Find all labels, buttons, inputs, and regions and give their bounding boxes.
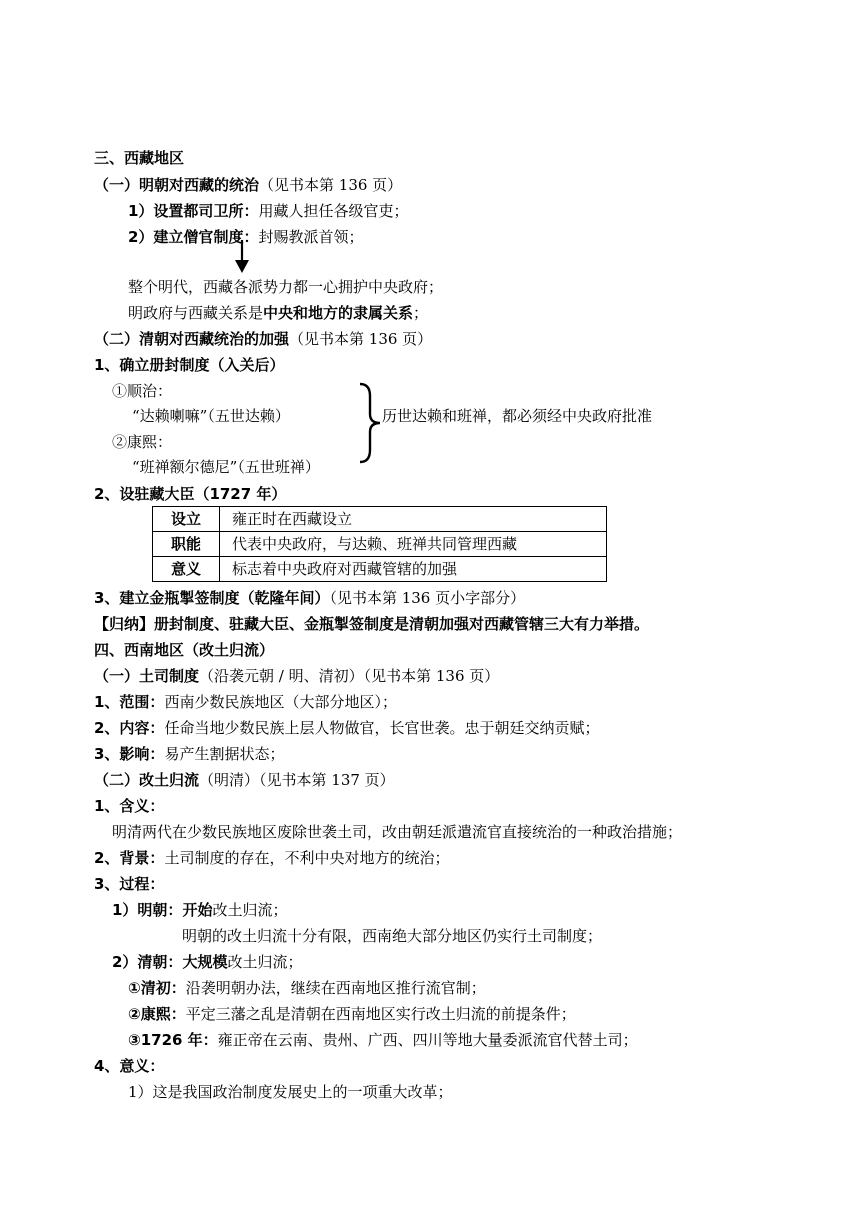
- gaitu-significance-head: 4、意义：: [94, 1057, 165, 1075]
- down-arrow-icon: [232, 240, 252, 274]
- ming-item-1: [128, 201, 408, 221]
- process-kangxi: [128, 1004, 576, 1024]
- table-cell: 代表中央政府，与达赖、班禅共同管理西藏: [220, 532, 607, 557]
- brace-note: 历世达赖和班禅，都必须经中央政府批准: [382, 407, 653, 425]
- ming-line-a: 整个明代，西藏各派势力都一心拥护中央政府；: [128, 278, 444, 296]
- table-cell: 标志着中央政府对西藏管辖的加强: [220, 557, 607, 582]
- curly-brace-icon: [356, 382, 384, 464]
- process-qing-head: 2）清朝：: [112, 953, 183, 971]
- gaitu-heading: [94, 770, 395, 790]
- ming-item-1-text: 用藏人担任各级官吏；: [258, 202, 409, 220]
- subsection-ming-title: （一）明朝对西藏的统治: [94, 176, 260, 194]
- qing-point-3: [94, 588, 525, 608]
- tusi-scope: [94, 692, 397, 712]
- ming-line-b: [128, 303, 428, 323]
- process-1726-text: 雍正帝在云南、贵州、广西、四川等地大量委派流官代替土司；: [217, 1031, 638, 1049]
- process-qing-text: 改土归流；: [227, 953, 303, 971]
- table-row-header: 设立: [153, 507, 220, 532]
- summary-line: 【归纳】册封制度、驻藏大臣、金瓶掣签制度是清朝加强对西藏管辖三大有力举措。: [94, 615, 650, 633]
- process-ming-note: 明朝的改土归流十分有限，西南绝大部分地区仍实行土司制度；: [182, 927, 603, 945]
- qing-point-3-ref: （见书本第 136 页小字部分）: [329, 589, 526, 607]
- gaitu-significance-1: 1）这是我国政治制度发展史上的一项重大改革；: [128, 1083, 453, 1101]
- process-kangxi-head: ②康熙：: [128, 1005, 186, 1023]
- gaitu-background-head: 2、背景：: [94, 849, 165, 867]
- process-ming-bold: 开始: [182, 901, 213, 919]
- gaitu-background-text: 土司制度的存在，不利中央对地方的统治；: [164, 849, 450, 867]
- tusi-impact-text: 易产生割据状态；: [164, 745, 285, 763]
- subsection-qing-title: （二）清朝对西藏统治的加强: [94, 330, 290, 348]
- tusi-ref: （沿袭元朝 / 明、清初）（见书本第 136 页）: [199, 667, 500, 685]
- subsection-ming-heading: [94, 175, 402, 195]
- tusi-impact-head: 3、影响：: [94, 745, 165, 763]
- tusi-impact: [94, 744, 284, 764]
- process-ming: [112, 900, 287, 920]
- gaitu-meaning-head: 1、含义：: [94, 797, 165, 815]
- kangxi-label: ②康熙：: [112, 433, 173, 451]
- subsection-qing-heading: [94, 329, 432, 349]
- process-ming-text: 改土归流；: [212, 901, 288, 919]
- section-title-tibet: 三、西藏地区: [94, 149, 185, 167]
- table-row-header: 职能: [153, 532, 220, 557]
- table-row: [153, 507, 607, 532]
- process-1726-head: ③1726 年：: [128, 1031, 218, 1049]
- table-row-header: 意义: [153, 557, 220, 582]
- qing-point-3-head: 3、建立金瓶掣签制度（乾隆年间）: [94, 589, 330, 607]
- tusi-scope-head: 1、范围：: [94, 693, 165, 711]
- qing-point-2: 2、设驻藏大臣（1727 年）: [94, 485, 287, 503]
- tusi-title: （一）土司制度: [94, 667, 200, 685]
- gaitu-ref: （明清）（见书本第 137 页）: [199, 771, 395, 789]
- tusi-content-head: 2、内容：: [94, 719, 165, 737]
- gaitu-background: [94, 848, 449, 868]
- subsection-qing-ref: （见书本第 136 页）: [289, 330, 433, 348]
- table-row: [153, 532, 607, 557]
- table-row: [153, 557, 607, 582]
- dalai-title: “达赖喇嘛”（五世达赖）: [132, 407, 290, 425]
- gaitu-title: （二）改土归流: [94, 771, 200, 789]
- process-kangxi-text: 平定三藩之乱是清朝在西南地区实行改土归流的前提条件；: [185, 1005, 576, 1023]
- ming-item-2-text: 封赐教派首领；: [258, 228, 364, 246]
- gaitu-process-head: 3、过程：: [94, 875, 165, 893]
- table-cell: 雍正时在西藏设立: [220, 507, 607, 532]
- ming-line-b-pre: 明政府与西藏关系是: [128, 304, 264, 322]
- process-ming-head: 1）明朝：: [112, 901, 183, 919]
- tusi-content: [94, 718, 599, 738]
- tusi-content-text: 任命当地少数民族上层人物做官，长官世袭。忠于朝廷交纳贡赋；: [164, 719, 600, 737]
- process-qing-early-head: ①清初：: [128, 979, 186, 997]
- process-1726: [128, 1030, 638, 1050]
- process-qing-early: [128, 978, 486, 998]
- panchen-title: “班禅额尔德尼”（五世班禅）: [132, 458, 320, 476]
- process-qing-bold: 大规模: [182, 953, 228, 971]
- qing-point-1: 1、确立册封制度（入关后）: [94, 356, 285, 374]
- tusi-heading: [94, 666, 499, 686]
- ming-line-b-bold: 中央和地方的隶属关系: [263, 304, 414, 322]
- ming-item-1-head: 1）设置都司卫所：: [128, 202, 259, 220]
- tusi-scope-text: 西南少数民族地区（大部分地区）；: [164, 693, 397, 711]
- section-title-southwest: 四、西南地区（改土归流）: [94, 641, 275, 659]
- subsection-ming-ref: （见书本第 136 页）: [259, 176, 403, 194]
- gaitu-meaning-text: 明清两代在少数民族地区废除世袭土司，改由朝廷派遣流官直接统治的一种政治措施；: [112, 823, 683, 841]
- ming-line-b-post: ；: [413, 304, 429, 322]
- process-qing: [112, 952, 302, 972]
- process-qing-early-text: 沿袭明朝办法，继续在西南地区推行流官制；: [185, 979, 486, 997]
- ming-item-2-head: 2）建立僧官制度：: [128, 228, 259, 246]
- resident-minister-table: [152, 506, 607, 582]
- shunzhi-label: ①顺治：: [112, 382, 173, 400]
